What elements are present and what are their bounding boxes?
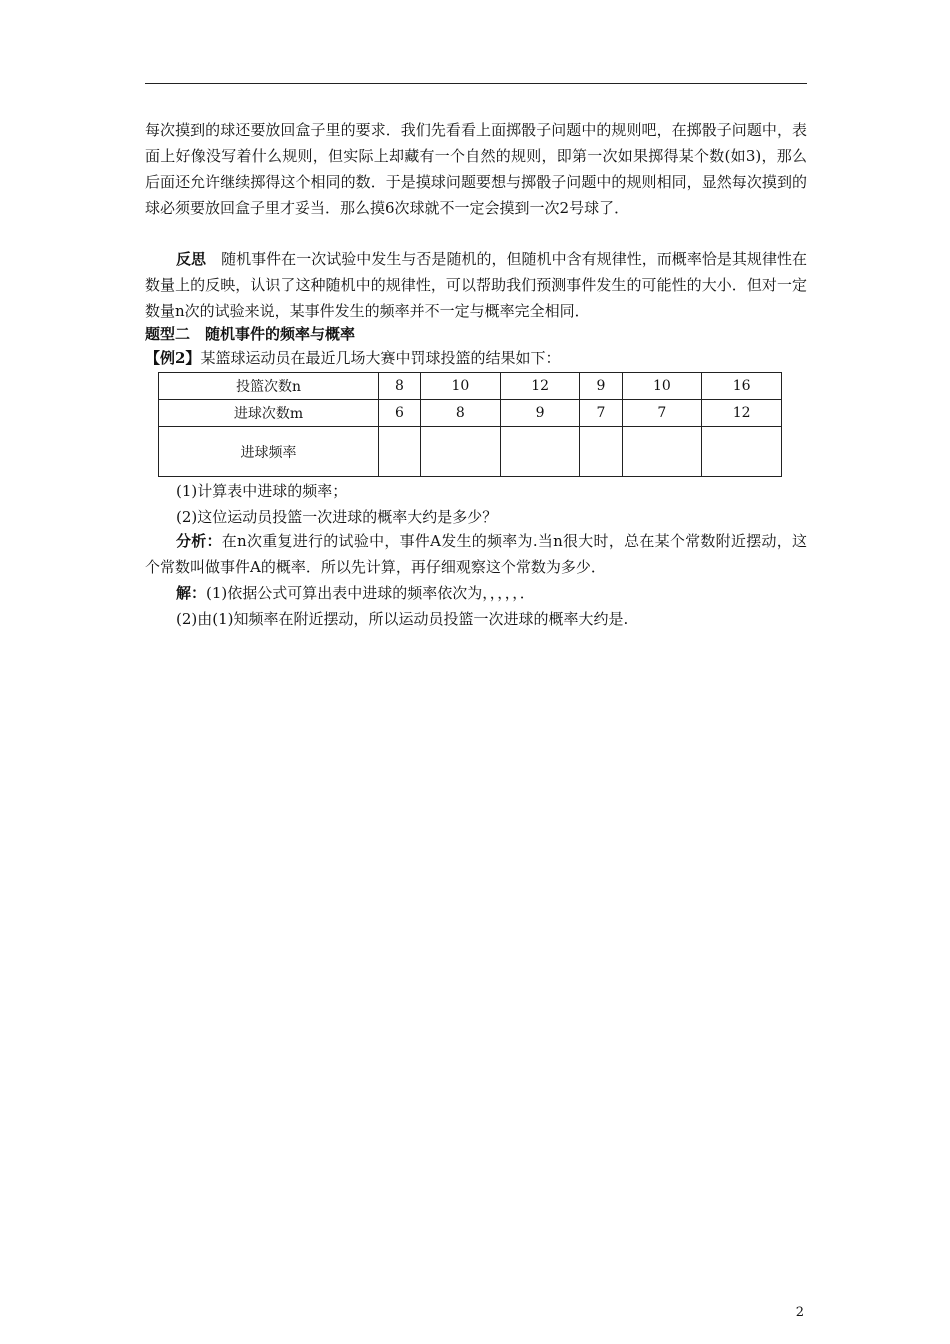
- solution-line-2: (2)由(1)知频率在附近摆动，所以运动员投篮一次进球的概率大约是.: [176, 610, 629, 628]
- example-text: 某篮球运动员在最近几场大赛中罚球投篮的结果如下：: [200, 349, 561, 367]
- question-1: (1)计算表中进球的频率；: [176, 482, 348, 500]
- solution-line-1: [145, 580, 807, 606]
- header-rule: [145, 83, 807, 84]
- table-row-header: 进球频率: [159, 427, 379, 477]
- table-row: [159, 400, 782, 427]
- table-row: [159, 373, 782, 400]
- table-cell: [702, 427, 782, 477]
- table-cell: [421, 427, 501, 477]
- solution-text-1: (1)依据公式可算出表中进球的频率依次为，，，，，．: [206, 584, 535, 602]
- question-2: (2)这位运动员投篮一次进球的概率大约是多少？: [176, 508, 498, 526]
- table-cell: [622, 427, 702, 477]
- table-cell: 7: [580, 400, 622, 427]
- table-row: [159, 427, 782, 477]
- table-row-header: 投篮次数n: [159, 373, 379, 400]
- table-cell: 8: [421, 400, 501, 427]
- data-table: [158, 372, 782, 477]
- analysis-paragraph: [145, 528, 807, 580]
- table-cell: 8: [379, 373, 421, 400]
- table-cell: 9: [580, 373, 622, 400]
- table-cell: 12: [500, 373, 580, 400]
- solution-label: 解：: [176, 584, 207, 602]
- example-label: 【例2】: [145, 349, 201, 367]
- table-cell: 10: [622, 373, 702, 400]
- analysis-label: 分析：: [176, 532, 222, 550]
- reflection-text: 随机事件在一次试验中发生与否是随机的，但随机中含有规律性，而概率恰是其规律性在数量上的反映，认识了这种随机中的规律性，可以帮助我们预测事件发生的可能性的大小．但对一定数量n次的试验来说，某事件发生的频率并不一定与概率完全相同．: [145, 250, 807, 320]
- table-row-header: 进球次数m: [159, 400, 379, 427]
- table-cell: 7: [622, 400, 702, 427]
- analysis-text: 在n次重复进行的试验中，事件A发生的频率为.当n很大时，总在某个常数附近摆动，这个常数叫做事件A的概率．所以先计算，再仔细观察这个常数为多少．: [145, 532, 807, 576]
- table-cell: [500, 427, 580, 477]
- table-cell: 12: [702, 400, 782, 427]
- section-heading: 题型二 随机事件的频率与概率: [145, 325, 356, 343]
- table-cell: 6: [379, 400, 421, 427]
- table-cell: [379, 427, 421, 477]
- table-cell: 16: [702, 373, 782, 400]
- example-line: [145, 345, 560, 371]
- table-cell: 9: [500, 400, 580, 427]
- paragraph-continuation: 每次摸到的球还要放回盒子里的要求．我们先看看上面掷骰子问题中的规则吧，在掷骰子问题中，表面上好像没写着什么规则，但实际上却藏有一个自然的规则，即第一次如果掷得某个数(如3)，那么后面还允许继续掷得这个相同的数．于是摸球问题要想与掷骰子问题中的规则相同，显然每次摸到的球必须要放回盒子里才妥当．那么摸6次球就不一定会摸到一次2号球了．: [145, 121, 807, 217]
- reflection-paragraph: [145, 246, 807, 324]
- page-number: 2: [795, 1305, 804, 1320]
- reflection-label: 反思: [176, 250, 207, 268]
- table-cell: [580, 427, 622, 477]
- table-cell: 10: [421, 373, 501, 400]
